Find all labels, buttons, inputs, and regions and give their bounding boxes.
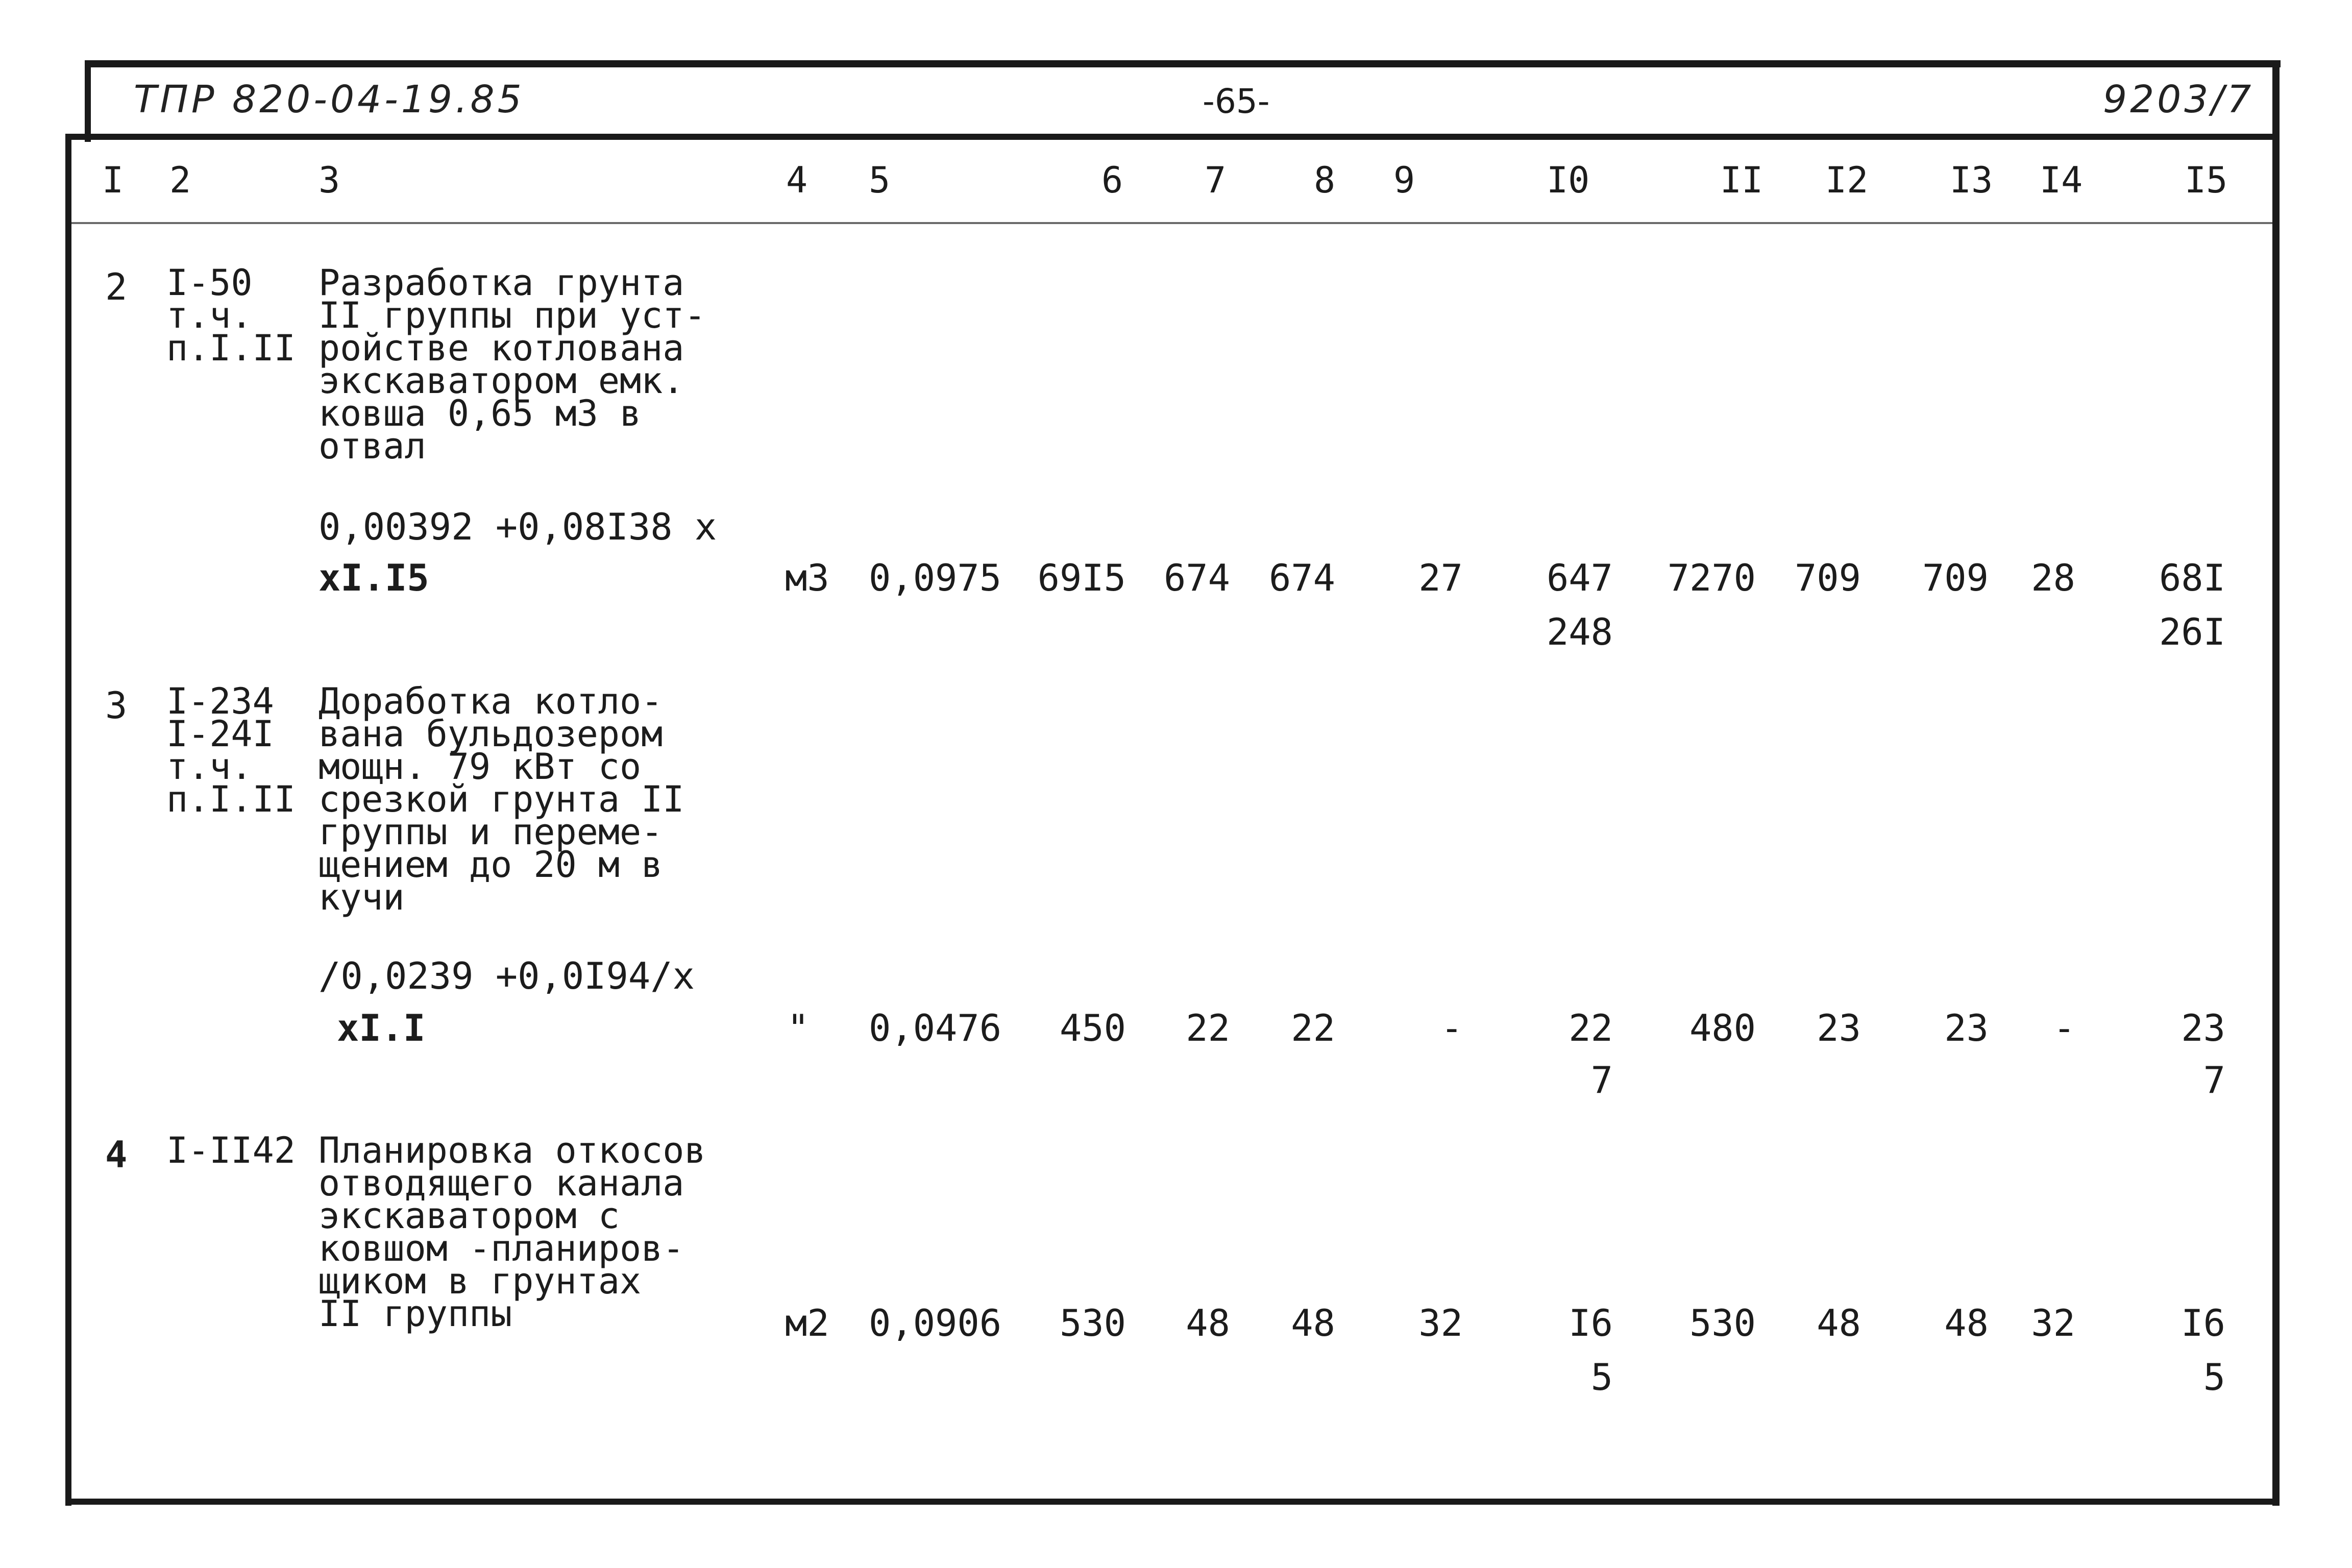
- work-description-line: II группы: [318, 1293, 512, 1335]
- row-number: 3: [105, 684, 128, 727]
- norm-code-line: I-24I: [166, 713, 274, 755]
- cell-col15-sub: 5: [2203, 1356, 2225, 1399]
- cell-col8: 674: [1268, 556, 1335, 599]
- page-number: -65-: [1203, 82, 1270, 121]
- work-description-line: экскаватором с: [318, 1195, 620, 1237]
- work-description-line: ковшом -планиров-: [318, 1228, 684, 1269]
- col-num-9: 9: [1393, 159, 1415, 201]
- work-description-line: Разработка грунта: [318, 262, 684, 304]
- cell-col15-sub: 7: [2203, 1059, 2225, 1101]
- work-description-line: Доработка котло-: [318, 680, 663, 722]
- work-description-line: II группы при уст-: [318, 295, 706, 336]
- col-num-7: 7: [1205, 159, 1227, 201]
- work-description-line: срезкой грунта II: [318, 778, 684, 820]
- cell-col10: 647: [1546, 556, 1613, 599]
- cell-col9: -: [1440, 1007, 1463, 1049]
- cell-col12: 48: [1817, 1302, 1861, 1344]
- cell-col11: 480: [1689, 1007, 1756, 1049]
- cell-col7: 674: [1163, 556, 1230, 599]
- norm-code-line: т.ч.: [166, 295, 253, 336]
- col-num-13: I3: [1950, 159, 1993, 201]
- frame-top-line: [86, 60, 2281, 67]
- cell-col13: 23: [1944, 1007, 1989, 1049]
- work-description-line: экскаватором емк.: [318, 360, 684, 402]
- cell-col12: 23: [1817, 1007, 1861, 1049]
- frame-bottom-line: [65, 1499, 2280, 1505]
- cell-col10: I6: [1569, 1302, 1613, 1344]
- frame-left-line: [85, 60, 91, 142]
- work-description-line: отводящего канала: [318, 1162, 684, 1204]
- col-num-8: 8: [1314, 159, 1336, 201]
- col-num-4: 4: [786, 159, 808, 201]
- col-num-11: II: [1720, 159, 1763, 201]
- cell-col12: 709: [1794, 556, 1861, 599]
- col-num-6: 6: [1101, 159, 1123, 201]
- work-description-line: Планировка откосов: [318, 1130, 706, 1171]
- cell-col6: 69I5: [1037, 556, 1126, 599]
- cell-col9: 27: [1418, 556, 1463, 599]
- cell-col14: 28: [2031, 556, 2075, 599]
- cell-col6: 450: [1059, 1007, 1126, 1049]
- row-number: 2: [105, 265, 128, 308]
- unit: м2: [785, 1302, 829, 1344]
- column-header-underline: [71, 222, 2272, 224]
- row-number: 4: [105, 1133, 128, 1176]
- cell-col11: 7270: [1667, 556, 1756, 599]
- norm-code-line: I-234: [166, 680, 274, 722]
- cell-col10-sub: 248: [1546, 610, 1613, 653]
- frame-left-line-main: [65, 138, 71, 1506]
- work-description-line: отвал: [318, 425, 426, 467]
- cell-col7: 48: [1186, 1302, 1230, 1344]
- col-num-14: I4: [2040, 159, 2083, 201]
- norm-code-line: т.ч.: [166, 746, 253, 788]
- col-num-12: I2: [1825, 159, 1869, 201]
- cell-col7: 22: [1186, 1007, 1230, 1049]
- work-description-line: щением до 20 м в: [318, 844, 663, 886]
- formula-line: хI.I: [337, 1007, 426, 1049]
- col-num-15: I5: [2185, 159, 2228, 201]
- quantity: 0,0906: [869, 1302, 1002, 1344]
- cell-col13: 48: [1944, 1302, 1989, 1344]
- cell-col9: 32: [1418, 1302, 1463, 1344]
- cell-col10-sub: 5: [1590, 1356, 1613, 1399]
- sheet-code: 9203/7: [2103, 78, 2255, 121]
- work-description-line: кучи: [318, 876, 405, 918]
- cell-col11: 530: [1689, 1302, 1756, 1344]
- cell-col14: -: [2053, 1007, 2075, 1049]
- cell-col10: 22: [1569, 1007, 1613, 1049]
- formula-line: хI.I5: [318, 556, 429, 599]
- header-separator-line: [65, 134, 2280, 140]
- norm-code-line: п.I.II: [166, 778, 296, 820]
- col-num-10: I0: [1547, 159, 1590, 201]
- work-description-line: ковша 0,65 м3 в: [318, 393, 642, 434]
- cell-col15: I6: [2181, 1302, 2225, 1344]
- quantity: 0,0476: [869, 1007, 1002, 1049]
- col-num-2: 2: [169, 159, 191, 201]
- work-description-line: группы и переме-: [318, 811, 663, 853]
- cell-col8: 48: [1291, 1302, 1335, 1344]
- quantity: 0,0975: [869, 556, 1002, 599]
- formula-line: /0,0239 +0,0I94/х: [318, 954, 695, 997]
- cell-col6: 530: [1059, 1302, 1126, 1344]
- cell-col15: 23: [2181, 1007, 2225, 1049]
- cell-col15: 68I: [2159, 556, 2225, 599]
- cell-col8: 22: [1291, 1007, 1335, 1049]
- work-description-line: мощн. 79 кВт со: [318, 746, 642, 788]
- col-num-3: 3: [318, 159, 340, 201]
- doc-code: ТПР 820-04-19.85: [134, 78, 525, 121]
- unit: м3: [785, 556, 829, 599]
- col-num-1: I: [102, 159, 124, 201]
- cell-col15-sub: 26I: [2159, 610, 2225, 653]
- cell-col10-sub: 7: [1590, 1059, 1613, 1101]
- frame-right-line: [2272, 60, 2280, 1506]
- work-description-line: щиком в грунтах: [318, 1260, 642, 1302]
- cell-col13: 709: [1922, 556, 1989, 599]
- col-num-5: 5: [869, 159, 891, 201]
- cell-col14: 32: [2031, 1302, 2075, 1344]
- norm-code-line: I-50: [166, 262, 253, 304]
- unit: ": [787, 1007, 810, 1049]
- work-description-line: вана бульдозером: [318, 713, 663, 755]
- norm-code-line: п.I.II: [166, 327, 296, 369]
- work-description-line: ройстве котлована: [318, 327, 684, 369]
- norm-code-line: I-II42: [166, 1130, 296, 1171]
- formula-line: 0,00392 +0,08I38 х: [318, 505, 717, 548]
